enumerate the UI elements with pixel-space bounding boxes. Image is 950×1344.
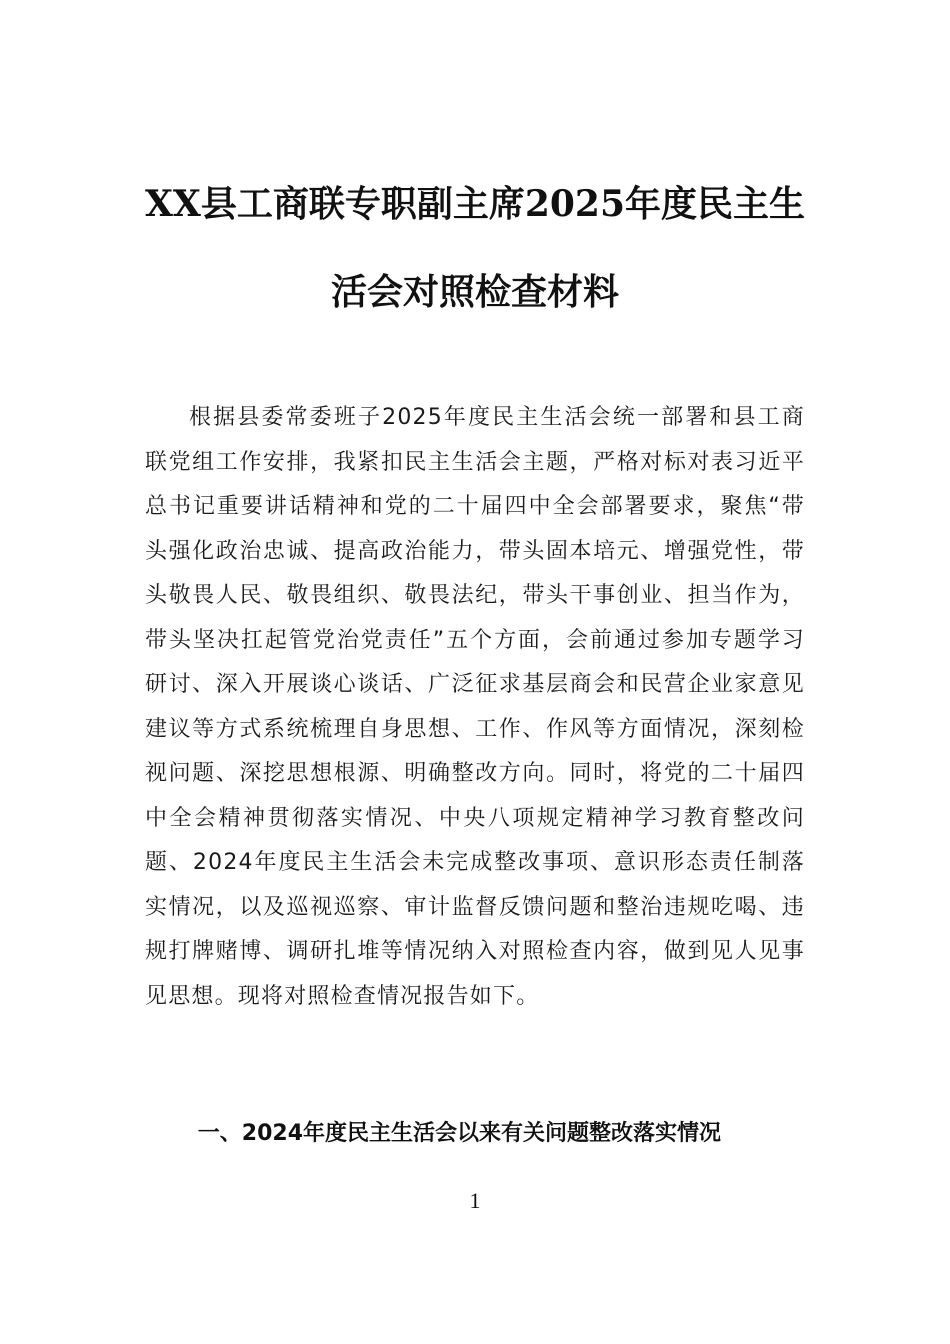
title-line-2: 活会对照检查材料 [330,271,619,313]
document-title [140,160,810,336]
section-heading-1: 一、2024年度民主生活会以来有关问题整改落实情况 [197,1121,722,1146]
page-number: 1 [469,1188,481,1213]
title-line-1: XX县工商联专职副主席2025年度民主生 [144,183,806,225]
body-paragraph: 根据县委常委班子2025年度民主生活会统一部署和县工商联党组工作安排，我紧扣民主生活会主题，严格对标对表习近平总书记重要讲话精神和党的二十届四中全会部署要求，聚焦“带头强化政治忠诚、提高政治能力，带头固本培元、增强党性，带头敬畏人民、敬畏组织、敬畏法纪，带头干事创业、担当作为，带头坚决扛起管党治党责任”五个方面，会前通过参加专题学习研讨、深入开展谈心谈话、广泛征求基层商会和民营企业家意见建议等方式系统梳理自身思想、工作、作风等方面情况，深刻检视问题、深挖思想根源、明确整改方向。同时，将党的二十届四中全会精神贯彻落实情况、中央八项规定精神学习教育整改问题、2024年度民主生活会未完成整改事项、意识形态责任制落实情况，以及巡视巡察、审计监督反馈问题和整治违规吃喝、违规打牌赌博、调研扎堆等情况纳入对照检查内容，做到见人见事见思想。现将对照检查情况报告如下。 [145,405,805,1009]
